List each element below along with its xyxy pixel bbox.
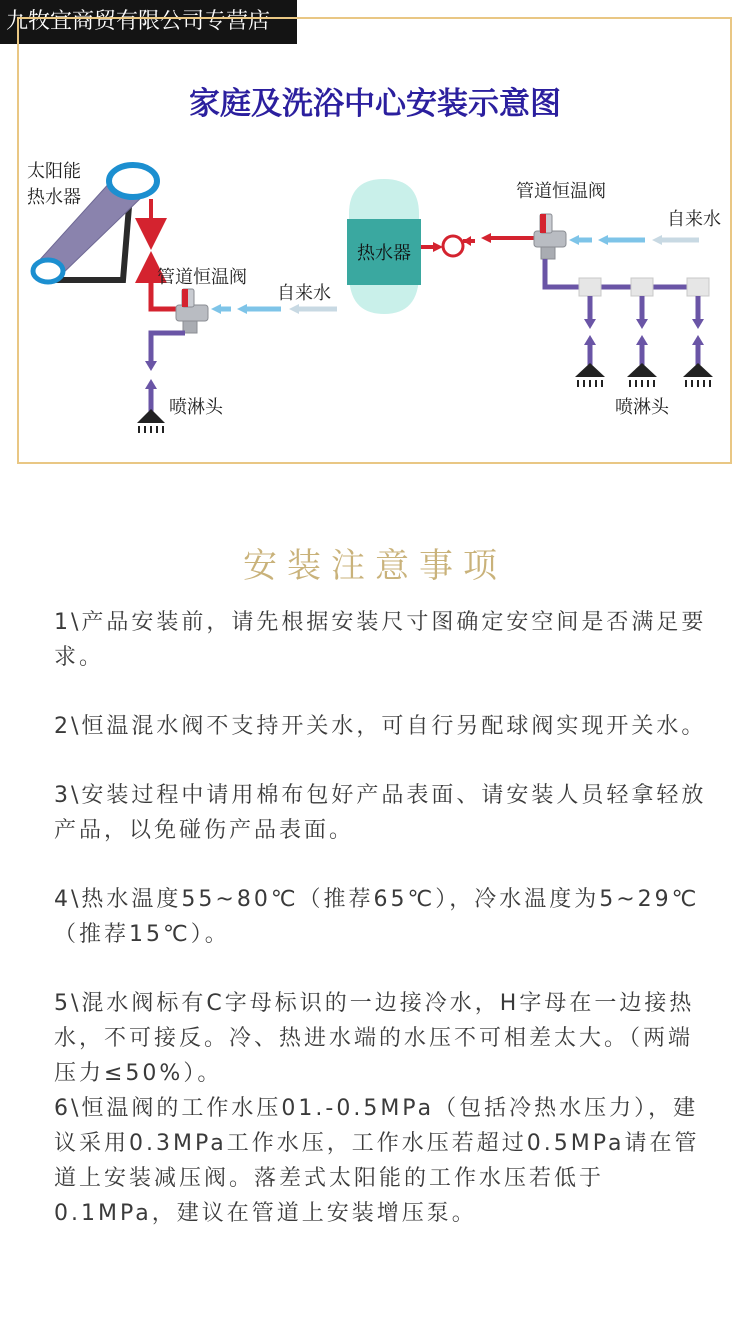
right-shower-head-icon-1 bbox=[575, 363, 605, 387]
right-tap-water-label: 自来水 bbox=[667, 209, 721, 230]
notes-list bbox=[54, 605, 714, 1231]
right-shower-label: 喷淋头 bbox=[615, 397, 669, 418]
right-shower-head-icon-2 bbox=[627, 363, 657, 387]
note-item-3: 3\安装过程中请用棉布包好产品表面、请安装人员轻拿轻放产品，以免碰伤产品表面。 bbox=[54, 783, 707, 843]
note-item-2: 2\恒温混水阀不支持开关水，可自行另配球阀实现开关水。 bbox=[54, 714, 707, 739]
notes-title: 安装注意事项 bbox=[243, 546, 507, 586]
left-valve-label: 管道恒温阀 bbox=[157, 267, 247, 288]
note-item-1: 1\产品安装前，请先根据安装尺寸图确定安空间是否满足要求。 bbox=[54, 610, 707, 670]
left-tap-water-label: 自来水 bbox=[277, 283, 331, 304]
solar-heater-label-line1: 太阳能 bbox=[27, 161, 81, 182]
diagram-canvas bbox=[19, 19, 730, 462]
diagram-title: 家庭及洗浴中心安装示意图 bbox=[189, 86, 561, 122]
store-name-badge: 九牧宜商贸有限公司专营店 bbox=[0, 0, 297, 44]
right-valve-label: 管道恒温阀 bbox=[516, 181, 606, 202]
note-item-6: 6\恒温阀的工作水压01.-0.5MPa（包括冷热水压力），建议采用0.3MPa工作水压，工作水压若超过0.5MPa请在管道上安装减压阀。落差式太阳能的工作水压若低于0.1MPa，建议在管道上安装增压泵。 bbox=[54, 1096, 700, 1226]
right-thermostatic-valve-icon bbox=[534, 214, 566, 259]
left-thermostatic-valve-icon bbox=[176, 289, 208, 333]
installation-diagram bbox=[17, 17, 732, 464]
left-cold-water-pipe bbox=[211, 304, 337, 314]
water-heater-label: 热水器 bbox=[357, 243, 411, 264]
right-mixed-water-pipe bbox=[545, 259, 709, 365]
solar-heater-label-line2: 热水器 bbox=[27, 187, 81, 208]
note-item-5: 5\混水阀标有C字母标识的一边接冷水，H字母在一边接热水，不可接反。冷、热进水端的水压不可相差太大。（两端压力≤50%）。 bbox=[54, 991, 695, 1086]
left-shower-head-icon bbox=[137, 409, 165, 433]
right-hot-water-pipe bbox=[421, 233, 535, 256]
left-hot-water-pipe bbox=[151, 199, 177, 309]
note-item-4: 4\热水温度55~80℃（推荐65℃），冷水温度为5~29℃（推荐15℃）。 bbox=[54, 887, 700, 947]
right-shower-head-icon-3 bbox=[683, 363, 713, 387]
solar-heater-icon bbox=[33, 165, 157, 282]
left-shower-label: 喷淋头 bbox=[169, 397, 223, 418]
right-cold-water-pipe bbox=[569, 235, 699, 245]
